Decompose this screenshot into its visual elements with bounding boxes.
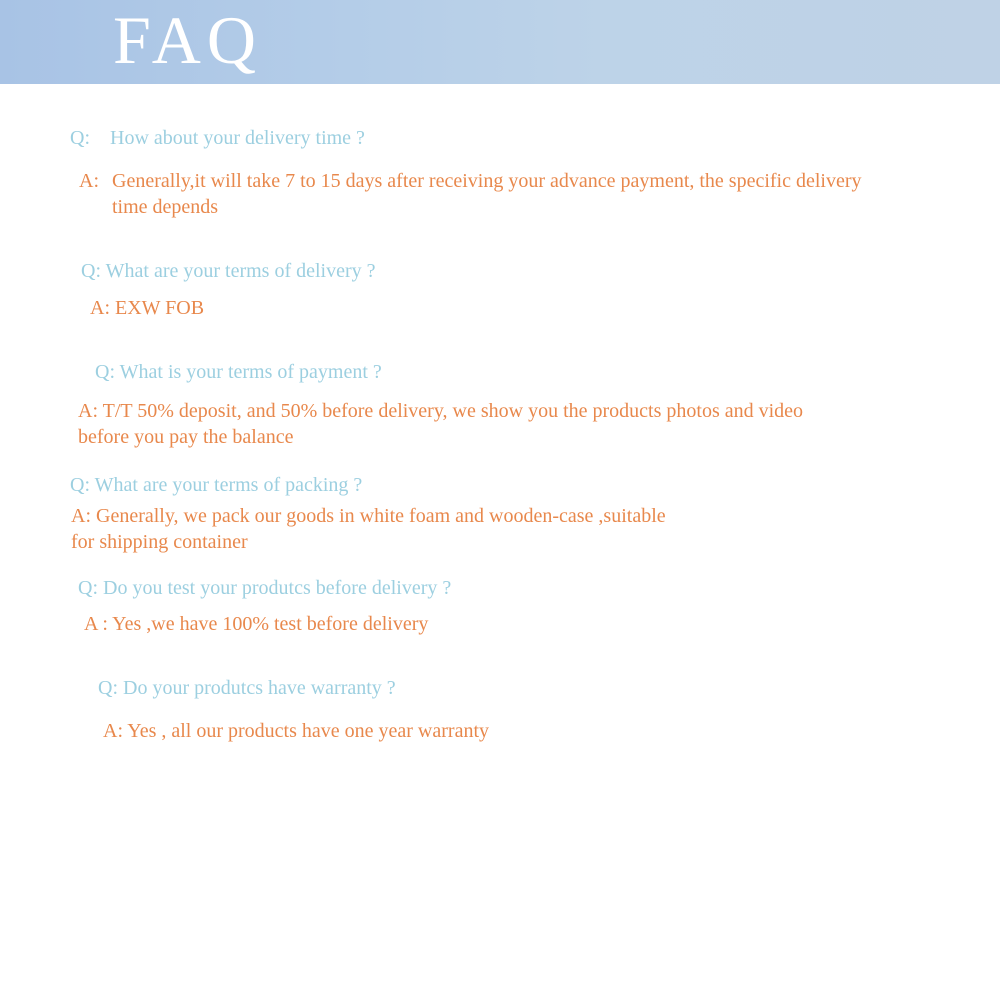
faq-answer-terms-of-payment-line2: before you pay the balance: [78, 426, 294, 448]
faq-answer-terms-of-packing-line1: A: Generally, we pack our goods in white foam and wooden-case ,suitable: [71, 505, 666, 527]
answer-prefix: A:: [79, 170, 99, 192]
faq-answer-delivery-time: [79, 168, 862, 194]
question-text: How about your delivery time ?: [110, 127, 365, 149]
faq-answer-terms-of-packing-line2: for shipping container: [71, 531, 248, 553]
faq-question-warranty: Q: Do your produtcs have warranty ?: [98, 677, 396, 699]
faq-answer-warranty: A: Yes , all our products have one year warranty: [103, 720, 490, 742]
faq-answer-product-testing: A : Yes ,we have 100% test before delivery: [84, 613, 429, 635]
faq-question-delivery-time: [70, 125, 365, 151]
faq-question-terms-of-packing: Q: What are your terms of packing ?: [70, 474, 363, 496]
faq-answer-terms-of-payment-line1: A: T/T 50% deposit, and 50% before delivery, we show you the products photos and video: [78, 400, 804, 422]
faq-question-terms-of-payment: Q: What is your terms of payment ?: [95, 361, 382, 383]
answer-text-line1: Generally,it will take 7 to 15 days after receiving your advance payment, the specific delivery: [112, 170, 862, 192]
answer-text-line2: time depends: [112, 196, 219, 218]
question-prefix: Q:: [70, 127, 90, 149]
faq-question-product-testing: Q: Do you test your produtcs before delivery ?: [78, 577, 452, 599]
faq-answer-terms-of-delivery: A: EXW FOB: [90, 297, 205, 319]
faq-question-terms-of-delivery: Q: What are your terms of delivery ?: [81, 260, 376, 282]
faq-header-banner: [0, 0, 1000, 84]
page-title: FAQ: [113, 2, 262, 78]
